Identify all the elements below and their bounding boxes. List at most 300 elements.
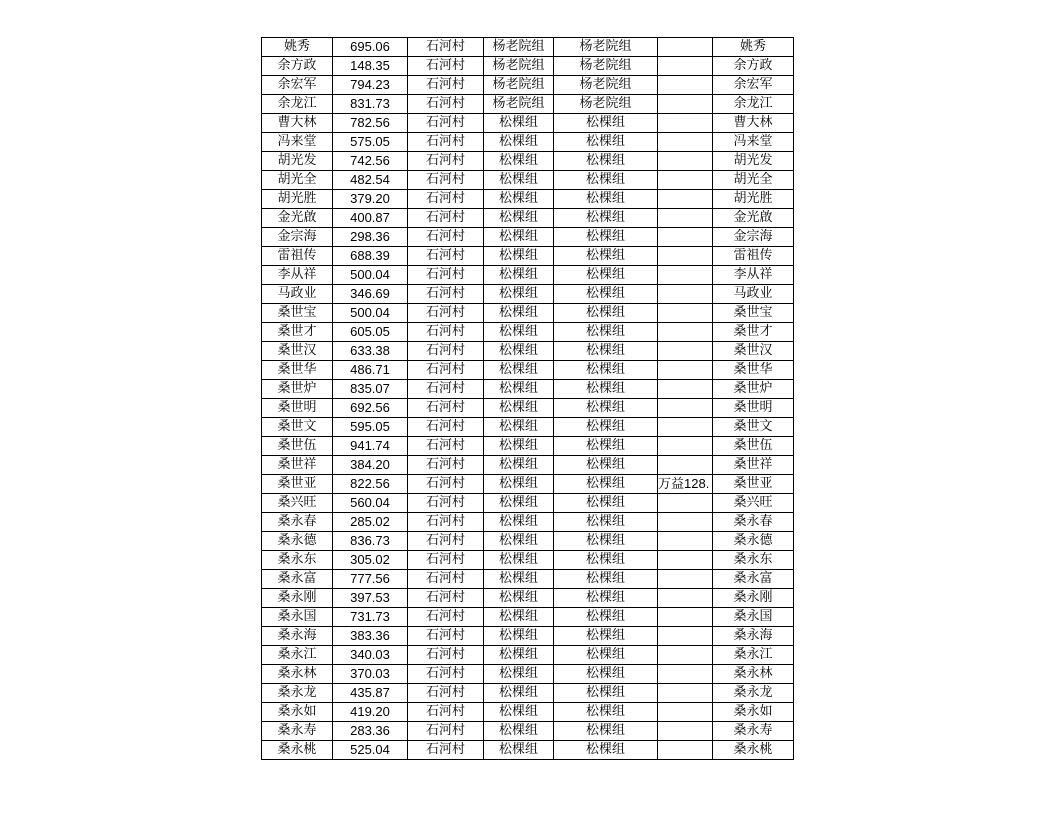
group-cell: 松棵组 [484, 285, 554, 304]
village-cell: 石河村 [408, 76, 484, 95]
name-cell: 桑世才 [262, 323, 333, 342]
subgroup-cell: 杨老院组 [554, 57, 658, 76]
group-cell: 松棵组 [484, 684, 554, 703]
name-cell: 桑永海 [262, 627, 333, 646]
note-cell [658, 95, 713, 114]
note-cell [658, 741, 713, 760]
amount-cell: 500.04 [333, 304, 408, 323]
village-cell: 石河村 [408, 418, 484, 437]
name-repeat-cell: 桑世才 [713, 323, 794, 342]
note-cell [658, 494, 713, 513]
name-repeat-cell: 金光啟 [713, 209, 794, 228]
amount-cell: 482.54 [333, 171, 408, 190]
name-repeat-cell: 冯来堂 [713, 133, 794, 152]
subgroup-cell: 松棵组 [554, 513, 658, 532]
note-cell: 万益128. [658, 475, 713, 494]
name-repeat-cell: 桑永春 [713, 513, 794, 532]
note-cell [658, 266, 713, 285]
table-row [262, 608, 794, 627]
name-cell: 桑永春 [262, 513, 333, 532]
village-cell: 石河村 [408, 285, 484, 304]
amount-cell: 692.56 [333, 399, 408, 418]
group-cell: 松棵组 [484, 114, 554, 133]
subgroup-cell: 松棵组 [554, 380, 658, 399]
table-row [262, 114, 794, 133]
village-cell: 石河村 [408, 551, 484, 570]
village-cell: 石河村 [408, 437, 484, 456]
note-cell [658, 361, 713, 380]
village-cell: 石河村 [408, 703, 484, 722]
note-cell [658, 304, 713, 323]
name-cell: 桑世明 [262, 399, 333, 418]
group-cell: 松棵组 [484, 399, 554, 418]
amount-cell: 435.87 [333, 684, 408, 703]
name-cell: 桑永林 [262, 665, 333, 684]
name-cell: 桑世亚 [262, 475, 333, 494]
name-repeat-cell: 桑世炉 [713, 380, 794, 399]
amount-cell: 305.02 [333, 551, 408, 570]
group-cell: 松棵组 [484, 361, 554, 380]
name-cell: 马政业 [262, 285, 333, 304]
subgroup-cell: 松棵组 [554, 475, 658, 494]
group-cell: 松棵组 [484, 342, 554, 361]
subgroup-cell: 松棵组 [554, 418, 658, 437]
name-repeat-cell: 桑永如 [713, 703, 794, 722]
name-repeat-cell: 桑永龙 [713, 684, 794, 703]
group-cell: 松棵组 [484, 380, 554, 399]
village-cell: 石河村 [408, 247, 484, 266]
table-row [262, 437, 794, 456]
subgroup-cell: 松棵组 [554, 342, 658, 361]
group-cell: 松棵组 [484, 247, 554, 266]
table-row [262, 570, 794, 589]
note-cell [658, 722, 713, 741]
subgroup-cell: 松棵组 [554, 133, 658, 152]
amount-cell: 486.71 [333, 361, 408, 380]
table-row [262, 95, 794, 114]
note-cell [658, 684, 713, 703]
table-row [262, 209, 794, 228]
table-row [262, 646, 794, 665]
village-cell: 石河村 [408, 665, 484, 684]
name-cell: 桑永桃 [262, 741, 333, 760]
village-cell: 石河村 [408, 570, 484, 589]
name-repeat-cell: 桑世伍 [713, 437, 794, 456]
amount-cell: 836.73 [333, 532, 408, 551]
table-row [262, 133, 794, 152]
group-cell: 松棵组 [484, 171, 554, 190]
group-cell: 松棵组 [484, 475, 554, 494]
table-row [262, 190, 794, 209]
group-cell: 松棵组 [484, 627, 554, 646]
table-row [262, 627, 794, 646]
table-row [262, 171, 794, 190]
name-repeat-cell: 桑世宝 [713, 304, 794, 323]
amount-cell: 383.36 [333, 627, 408, 646]
table-row [262, 551, 794, 570]
amount-cell: 384.20 [333, 456, 408, 475]
village-cell: 石河村 [408, 608, 484, 627]
name-repeat-cell: 桑永国 [713, 608, 794, 627]
subgroup-cell: 松棵组 [554, 665, 658, 684]
subgroup-cell: 松棵组 [554, 456, 658, 475]
name-repeat-cell: 李从祥 [713, 266, 794, 285]
amount-cell: 525.04 [333, 741, 408, 760]
village-cell: 石河村 [408, 513, 484, 532]
name-cell: 桑兴旺 [262, 494, 333, 513]
village-cell: 石河村 [408, 361, 484, 380]
subgroup-cell: 松棵组 [554, 703, 658, 722]
group-cell: 杨老院组 [484, 57, 554, 76]
name-repeat-cell: 桑永江 [713, 646, 794, 665]
village-cell: 石河村 [408, 323, 484, 342]
name-repeat-cell: 桑永寿 [713, 722, 794, 741]
note-cell [658, 456, 713, 475]
group-cell: 松棵组 [484, 494, 554, 513]
note-cell [658, 570, 713, 589]
name-repeat-cell: 胡光胜 [713, 190, 794, 209]
name-cell: 雷祖传 [262, 247, 333, 266]
village-cell: 石河村 [408, 228, 484, 247]
amount-cell: 400.87 [333, 209, 408, 228]
village-cell: 石河村 [408, 190, 484, 209]
name-repeat-cell: 余方政 [713, 57, 794, 76]
group-cell: 松棵组 [484, 437, 554, 456]
name-cell: 姚秀 [262, 38, 333, 57]
name-cell: 桑永寿 [262, 722, 333, 741]
amount-cell: 340.03 [333, 646, 408, 665]
group-cell: 松棵组 [484, 133, 554, 152]
table-row [262, 665, 794, 684]
village-cell: 石河村 [408, 342, 484, 361]
name-repeat-cell: 桑世汉 [713, 342, 794, 361]
amount-cell: 941.74 [333, 437, 408, 456]
group-cell: 松棵组 [484, 741, 554, 760]
subgroup-cell: 松棵组 [554, 247, 658, 266]
note-cell [658, 57, 713, 76]
name-cell: 胡光发 [262, 152, 333, 171]
note-cell [658, 38, 713, 57]
table-row [262, 228, 794, 247]
name-repeat-cell: 桑兴旺 [713, 494, 794, 513]
subgroup-cell: 松棵组 [554, 361, 658, 380]
village-cell: 石河村 [408, 95, 484, 114]
village-cell: 石河村 [408, 266, 484, 285]
group-cell: 松棵组 [484, 152, 554, 171]
subgroup-cell: 杨老院组 [554, 38, 658, 57]
table-row [262, 304, 794, 323]
name-cell: 曹大林 [262, 114, 333, 133]
village-cell: 石河村 [408, 304, 484, 323]
amount-cell: 370.03 [333, 665, 408, 684]
name-repeat-cell: 马政业 [713, 285, 794, 304]
note-cell [658, 399, 713, 418]
village-cell: 石河村 [408, 114, 484, 133]
group-cell: 松棵组 [484, 570, 554, 589]
name-cell: 胡光胜 [262, 190, 333, 209]
table-row [262, 513, 794, 532]
subgroup-cell: 松棵组 [554, 152, 658, 171]
table-body [262, 38, 794, 760]
village-cell: 石河村 [408, 209, 484, 228]
village-cell: 石河村 [408, 456, 484, 475]
table-row [262, 57, 794, 76]
group-cell: 松棵组 [484, 532, 554, 551]
table-row [262, 76, 794, 95]
note-cell [658, 627, 713, 646]
note-cell [658, 589, 713, 608]
name-repeat-cell: 桑永桃 [713, 741, 794, 760]
name-cell: 李从祥 [262, 266, 333, 285]
name-repeat-cell: 桑世明 [713, 399, 794, 418]
village-cell: 石河村 [408, 646, 484, 665]
note-cell [658, 665, 713, 684]
village-cell: 石河村 [408, 589, 484, 608]
name-cell: 余宏军 [262, 76, 333, 95]
table-row [262, 361, 794, 380]
group-cell: 松棵组 [484, 304, 554, 323]
table-row [262, 741, 794, 760]
note-cell [658, 703, 713, 722]
village-cell: 石河村 [408, 684, 484, 703]
subgroup-cell: 松棵组 [554, 190, 658, 209]
amount-cell: 688.39 [333, 247, 408, 266]
note-cell [658, 418, 713, 437]
group-cell: 松棵组 [484, 589, 554, 608]
name-repeat-cell: 余宏军 [713, 76, 794, 95]
group-cell: 松棵组 [484, 190, 554, 209]
amount-cell: 777.56 [333, 570, 408, 589]
amount-cell: 346.69 [333, 285, 408, 304]
village-cell: 石河村 [408, 171, 484, 190]
name-cell: 桑世炉 [262, 380, 333, 399]
note-cell [658, 285, 713, 304]
subgroup-cell: 松棵组 [554, 627, 658, 646]
note-cell [658, 209, 713, 228]
table-row [262, 342, 794, 361]
village-cell: 石河村 [408, 475, 484, 494]
village-cell: 石河村 [408, 399, 484, 418]
amount-cell: 695.06 [333, 38, 408, 57]
subgroup-cell: 松棵组 [554, 741, 658, 760]
group-cell: 松棵组 [484, 209, 554, 228]
amount-cell: 835.07 [333, 380, 408, 399]
group-cell: 松棵组 [484, 266, 554, 285]
table-row [262, 399, 794, 418]
amount-cell: 298.36 [333, 228, 408, 247]
name-repeat-cell: 曹大林 [713, 114, 794, 133]
group-cell: 松棵组 [484, 665, 554, 684]
table-row [262, 475, 794, 494]
amount-cell: 379.20 [333, 190, 408, 209]
subgroup-cell: 松棵组 [554, 646, 658, 665]
amount-cell: 633.38 [333, 342, 408, 361]
subgroup-cell: 松棵组 [554, 532, 658, 551]
name-cell: 桑永如 [262, 703, 333, 722]
table-row [262, 247, 794, 266]
name-cell: 余龙江 [262, 95, 333, 114]
subgroup-cell: 松棵组 [554, 399, 658, 418]
note-cell [658, 551, 713, 570]
name-repeat-cell: 余龙江 [713, 95, 794, 114]
name-repeat-cell: 桑永德 [713, 532, 794, 551]
table-row [262, 380, 794, 399]
table-row [262, 684, 794, 703]
name-cell: 金光啟 [262, 209, 333, 228]
village-cell: 石河村 [408, 627, 484, 646]
table-row [262, 456, 794, 475]
table-row [262, 703, 794, 722]
note-cell [658, 532, 713, 551]
name-repeat-cell: 金宗海 [713, 228, 794, 247]
subgroup-cell: 松棵组 [554, 551, 658, 570]
table-row [262, 285, 794, 304]
group-cell: 松棵组 [484, 323, 554, 342]
group-cell: 松棵组 [484, 228, 554, 247]
group-cell: 杨老院组 [484, 76, 554, 95]
name-cell: 桑永东 [262, 551, 333, 570]
amount-cell: 782.56 [333, 114, 408, 133]
name-cell: 桑永国 [262, 608, 333, 627]
amount-cell: 831.73 [333, 95, 408, 114]
note-cell [658, 171, 713, 190]
name-repeat-cell: 桑永林 [713, 665, 794, 684]
subgroup-cell: 松棵组 [554, 114, 658, 133]
name-repeat-cell: 桑世华 [713, 361, 794, 380]
name-cell: 桑永龙 [262, 684, 333, 703]
group-cell: 松棵组 [484, 551, 554, 570]
name-cell: 冯来堂 [262, 133, 333, 152]
table-row [262, 266, 794, 285]
note-cell [658, 133, 713, 152]
group-cell: 松棵组 [484, 456, 554, 475]
name-repeat-cell: 胡光全 [713, 171, 794, 190]
subgroup-cell: 松棵组 [554, 722, 658, 741]
name-cell: 桑世文 [262, 418, 333, 437]
amount-cell: 595.05 [333, 418, 408, 437]
village-cell: 石河村 [408, 494, 484, 513]
group-cell: 杨老院组 [484, 95, 554, 114]
amount-cell: 397.53 [333, 589, 408, 608]
village-cell: 石河村 [408, 722, 484, 741]
group-cell: 杨老院组 [484, 38, 554, 57]
amount-cell: 575.05 [333, 133, 408, 152]
note-cell [658, 228, 713, 247]
subgroup-cell: 杨老院组 [554, 95, 658, 114]
table-row [262, 418, 794, 437]
table-row [262, 323, 794, 342]
name-repeat-cell: 雷祖传 [713, 247, 794, 266]
group-cell: 松棵组 [484, 418, 554, 437]
note-cell [658, 608, 713, 627]
name-repeat-cell: 桑永刚 [713, 589, 794, 608]
note-cell [658, 114, 713, 133]
name-repeat-cell: 桑永海 [713, 627, 794, 646]
note-cell [658, 247, 713, 266]
amount-cell: 794.23 [333, 76, 408, 95]
subgroup-cell: 松棵组 [554, 228, 658, 247]
name-cell: 桑永富 [262, 570, 333, 589]
subgroup-cell: 松棵组 [554, 266, 658, 285]
note-cell [658, 437, 713, 456]
table-row [262, 494, 794, 513]
name-repeat-cell: 桑世亚 [713, 475, 794, 494]
amount-cell: 148.35 [333, 57, 408, 76]
subgroup-cell: 松棵组 [554, 589, 658, 608]
name-cell: 桑世宝 [262, 304, 333, 323]
village-cell: 石河村 [408, 152, 484, 171]
name-cell: 桑世汉 [262, 342, 333, 361]
note-cell [658, 76, 713, 95]
note-cell [658, 380, 713, 399]
subgroup-cell: 松棵组 [554, 437, 658, 456]
group-cell: 松棵组 [484, 703, 554, 722]
note-cell [658, 342, 713, 361]
amount-cell: 605.05 [333, 323, 408, 342]
village-cell: 石河村 [408, 380, 484, 399]
subgroup-cell: 松棵组 [554, 570, 658, 589]
amount-cell: 419.20 [333, 703, 408, 722]
note-cell [658, 190, 713, 209]
group-cell: 松棵组 [484, 608, 554, 627]
table-row [262, 589, 794, 608]
note-cell [658, 152, 713, 171]
subgroup-cell: 松棵组 [554, 494, 658, 513]
village-cell: 石河村 [408, 532, 484, 551]
name-repeat-cell: 桑永东 [713, 551, 794, 570]
subgroup-cell: 松棵组 [554, 285, 658, 304]
subgroup-cell: 松棵组 [554, 209, 658, 228]
note-cell [658, 513, 713, 532]
amount-cell: 742.56 [333, 152, 408, 171]
name-cell: 桑世华 [262, 361, 333, 380]
subgroup-cell: 松棵组 [554, 608, 658, 627]
table-row [262, 38, 794, 57]
name-cell: 桑永德 [262, 532, 333, 551]
name-cell: 余方政 [262, 57, 333, 76]
name-repeat-cell: 桑世文 [713, 418, 794, 437]
name-repeat-cell: 桑永富 [713, 570, 794, 589]
subgroup-cell: 松棵组 [554, 171, 658, 190]
table-row [262, 532, 794, 551]
village-cell: 石河村 [408, 57, 484, 76]
subgroup-cell: 松棵组 [554, 323, 658, 342]
amount-cell: 285.02 [333, 513, 408, 532]
table-row [262, 722, 794, 741]
name-repeat-cell: 桑世祥 [713, 456, 794, 475]
name-cell: 桑世祥 [262, 456, 333, 475]
name-repeat-cell: 姚秀 [713, 38, 794, 57]
group-cell: 松棵组 [484, 646, 554, 665]
note-cell [658, 323, 713, 342]
amount-cell: 731.73 [333, 608, 408, 627]
village-cell: 石河村 [408, 741, 484, 760]
group-cell: 松棵组 [484, 722, 554, 741]
village-cell: 石河村 [408, 133, 484, 152]
table-row [262, 152, 794, 171]
group-cell: 松棵组 [484, 513, 554, 532]
amount-cell: 500.04 [333, 266, 408, 285]
spreadsheet-table [261, 37, 794, 760]
name-repeat-cell: 胡光发 [713, 152, 794, 171]
village-cell: 石河村 [408, 38, 484, 57]
name-cell: 桑永江 [262, 646, 333, 665]
amount-cell: 283.36 [333, 722, 408, 741]
name-cell: 胡光全 [262, 171, 333, 190]
note-cell [658, 646, 713, 665]
name-cell: 金宗海 [262, 228, 333, 247]
name-cell: 桑永刚 [262, 589, 333, 608]
